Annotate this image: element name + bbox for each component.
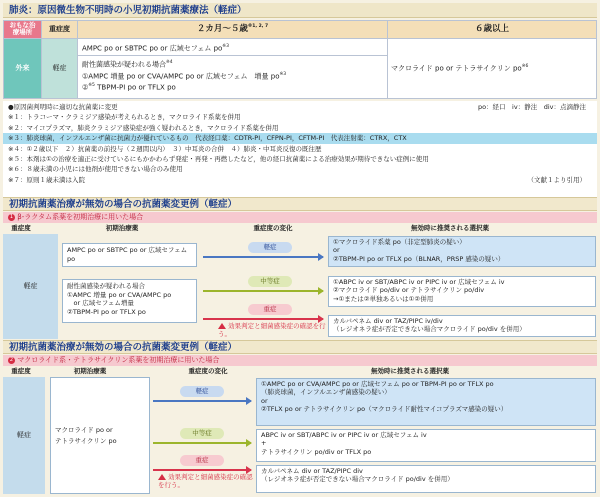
header-age-2m-5y-text: ２カ月～５歳	[196, 24, 248, 35]
note-0	[8, 102, 592, 112]
s2-r2a: ABPC iv or SBT/ABPC iv or PIPC iv or 広域セフェム iv	[261, 431, 427, 439]
drug-line-1	[78, 42, 387, 56]
note-4: ※４：①２歳以下 ２）抗菌薬の前投与（２週間以内） ３）中耳炎の合併 ４）肺炎・中耳炎反復の既往歴	[8, 144, 322, 153]
note-3: ※３：肺炎球菌，インフルエンザ菌に抗菌力が優れているもの 代表経口薬：CDTR-PI，CFPN-PI，CFTM-PI 代表注射薬：CTRX，CTX	[3, 133, 597, 143]
s2-arrow-severe	[153, 469, 251, 471]
section2-number-icon: 2	[9, 356, 14, 363]
header-age-6y: ６歳以上	[388, 21, 597, 39]
s1-severity-mild: 軽症	[3, 234, 58, 339]
note-2: ※２：マイコプラズマ，肺炎クラミジア感染症が強く疑われるとき，マクロライド系薬を併用	[8, 123, 279, 132]
s2-col-severity: 重症度	[11, 367, 31, 375]
s1-init2a: 耐性菌感染が疑われる場合	[67, 282, 145, 290]
s2-r1c: or	[261, 396, 268, 405]
s1-pill-severe: 重症	[248, 304, 292, 315]
s1-col-initial: 初期治療薬	[105, 224, 139, 232]
s2-r3a: カルバペネム div or TAZ/PIPC div	[261, 467, 363, 475]
s1-init2c: or 広域セフェム増量	[67, 299, 134, 308]
s2-rec-severe	[256, 465, 596, 493]
s1-r2c: →①または②単独あるいは①②併用	[333, 294, 434, 303]
section1-subheader	[3, 212, 597, 223]
section2-subheader-text: マクロライド系・テトラサイクリン系薬を初期治療に用いた場合	[17, 356, 220, 364]
right-drug-sup: ※6	[521, 63, 529, 69]
footnotes	[3, 101, 597, 197]
s1-col-severity: 重症度	[11, 224, 31, 232]
s1-init2b: ①AMPC 増量 po or CVA/AMPC po	[67, 290, 172, 299]
drug2b-sup: ※3	[279, 71, 287, 77]
drug2a-text: 耐性菌感染が疑われる場合	[82, 60, 166, 69]
s2-pill-severe: 重症	[180, 455, 224, 466]
s2-r1d: ②TFLX po or テトラサイクリン po（マクロライド耐性マイコプラズマ感染の疑い）	[261, 405, 508, 414]
s2-r1b: （肺炎球菌，インフルエンザ菌感染の疑い）	[261, 388, 391, 397]
s1-r1a: ①マクロライド系薬 po（非定型肺炎の疑い）	[333, 238, 466, 246]
s1-rec-severe	[328, 315, 596, 337]
s2-severity-mild: 軽症	[3, 377, 45, 494]
s2-arrow-moderate	[153, 442, 251, 444]
header-age-2m-5y	[78, 21, 388, 39]
s2-r3b: （レジオネラ症が否定できない場合マクロライド po/div を併用）	[261, 475, 454, 484]
s2-red-note	[158, 473, 258, 489]
s1-rec-moderate	[328, 276, 596, 307]
note-7	[8, 175, 592, 185]
page-title-text: 肺炎：原因微生物不明時の小児初期抗菌薬療法（軽症）	[9, 5, 247, 16]
s1-arrow-severe	[203, 318, 323, 320]
warning-triangle-icon	[158, 474, 166, 480]
section1-subheader-text: β-ラクタム系薬を初期治療に用いた場合	[17, 213, 144, 221]
s1-rec-mild	[328, 236, 596, 267]
drug2b-text: ①AMPC 増量 po or CVA/AMPC po or 広域セフェム 増量 po	[82, 71, 280, 80]
note-0-text: ●原因菌判明時に適切な抗菌薬に変更	[8, 103, 118, 111]
s2-init1: マクロライド po or	[55, 425, 113, 434]
right-drug-text: マクロライド po or テトラサイクリン po	[391, 64, 522, 73]
s1-initial-drug-1: AMPC po or SBTPC po or 広域セフェム po	[62, 243, 197, 267]
cell-drugs-older	[388, 38, 597, 98]
s1-r2b: ②マクロライド po/div or テトラサイクリン po/div	[333, 286, 485, 295]
drug2a-sup: ※4	[166, 59, 173, 65]
section1-number-icon: 1	[9, 213, 14, 220]
note-7-citation: （文献１より引用）	[527, 175, 586, 184]
note-1: ※１：トラコーマ・クラミジア感染が考えられるとき，マクロライド系薬を併用	[8, 113, 241, 122]
warning-triangle-icon	[218, 323, 226, 329]
s2-pill-moderate: 中等症	[180, 428, 224, 439]
s2-arrow-mild	[153, 400, 251, 402]
s1-r3b: （レジオネラ症が否定できない場合マクロライド po/div を併用）	[333, 325, 526, 334]
section2-subheader	[3, 355, 597, 366]
s2-rec-mild	[256, 378, 596, 426]
note-6: ※６：８歳未満の小児には他剤が使用できない場合のみ使用	[8, 165, 183, 174]
s2-red-note-text: 効果判定と細菌感染症の確認を行う。	[158, 473, 253, 489]
s2-col-change: 重症度の変化	[188, 367, 228, 375]
header-severity: 重症度	[42, 21, 78, 39]
header-place: おもな治療場所	[4, 21, 42, 39]
s1-col-recommended: 無効時に推奨される選択薬	[411, 224, 489, 232]
s2-r2b: +	[261, 439, 267, 448]
s1-initial-drug-2	[62, 279, 197, 323]
s1-r3a: カルバペネム div or TAZ/PIPC iv/div	[333, 317, 443, 325]
s1-pill-moderate: 中等症	[248, 276, 292, 287]
s2-pill-mild: 軽症	[180, 386, 224, 397]
s1-red-note-text: 効果判定と細菌感染症の確認を行う。	[218, 322, 326, 338]
s1-init2d: ②TBPM-PI po or TFLX po	[67, 307, 146, 316]
cell-severity-mild: 軽症	[42, 38, 78, 98]
s1-r1c: ②TBPM-PI po or TFLX po（BLNAR，PRSP 感染の疑い）	[333, 254, 505, 263]
s2-r2c: テトラサイクリン po/div or TFLX po	[261, 447, 372, 456]
regimen-table	[3, 20, 597, 99]
drug2d-text: TBPM-PI po or TFLX po	[94, 83, 176, 92]
note-0-legend: po：経口 iv：静注 div：点滴静注	[477, 103, 586, 111]
s1-r2a: ①ABPC iv or SBT/ABPC iv or PIPC iv or 広域セフェム iv	[333, 278, 505, 286]
cell-place-outpatient: 外来	[4, 38, 42, 98]
section2-title: 初期抗菌薬治療が無効の場合の抗菌薬変更例（軽症）	[3, 340, 597, 354]
s2-r1a: ①AMPC po or CVA/AMPC po or 広域セフェム po or TBPM-PI po or TFLX po	[261, 380, 494, 388]
page-title	[3, 3, 597, 18]
s1-col-change: 重症度の変化	[253, 224, 293, 232]
cell-drugs-young	[78, 38, 388, 98]
s2-col-initial: 初期治療薬	[73, 367, 107, 375]
drug1-text: AMPC po or SBTPC po or 広域セフェム po	[82, 44, 223, 53]
s1-pill-mild: 軽症	[248, 242, 292, 253]
drug1-sup: ※3	[222, 43, 229, 49]
s2-init2: テトラサイクリン po	[55, 436, 117, 445]
s2-initial-drug	[50, 377, 150, 494]
s1-arrow-moderate	[203, 290, 323, 292]
header-age-sup: ※1, 2, 7	[247, 24, 269, 30]
s1-r1b: or	[333, 246, 340, 255]
note-5: ※５：本剤は①の治療を適正に受けているにもかかわらず発症・再発・再燃したなど，他の経口抗菌薬による治療効果が期待できない症例に使用	[8, 155, 429, 164]
note-7-text: ※７：原則１歳未満は入院	[8, 175, 85, 184]
s2-col-recommended: 無効時に推奨される選択薬	[371, 367, 449, 375]
s2-rec-moderate	[256, 429, 596, 462]
drug-line-2	[78, 56, 387, 95]
section1-title: 初期抗菌薬治療が無効の場合の抗菌薬変更例（軽症）	[3, 197, 597, 211]
drug2c-sup: ※5	[88, 83, 95, 89]
s1-red-note	[218, 322, 338, 338]
drug2c-text: ②	[82, 83, 89, 92]
s1-arrow-mild	[203, 256, 323, 258]
